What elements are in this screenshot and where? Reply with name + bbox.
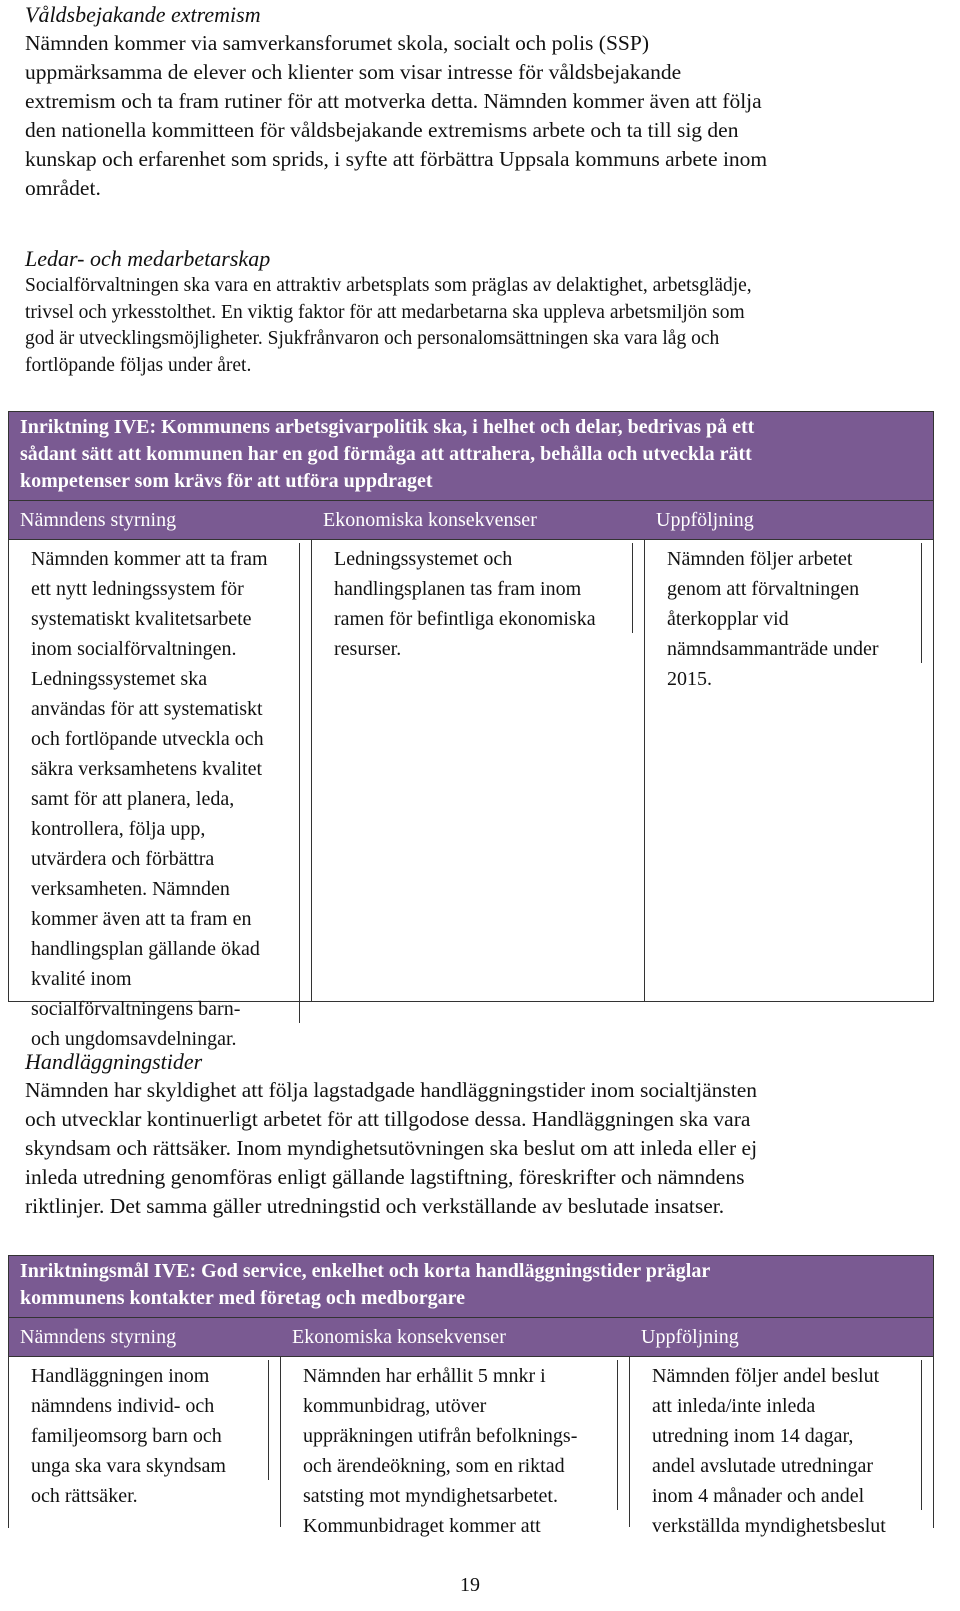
section-extremism: [25, 0, 930, 203]
cell-line: handlingsplanen tas fram inom: [323, 573, 633, 603]
cell-line: och fortlöpande utveckla och: [20, 723, 300, 753]
paragraph-processing-times: [25, 1076, 930, 1221]
title-line: kommunens kontakter med företag och medborgare: [20, 1287, 465, 1309]
cell-line: socialförvaltningens barn-: [20, 993, 300, 1023]
title-line: kompetenser som krävs för att utföra uppdraget: [20, 470, 433, 492]
cell-line: Nämnden har erhållit 5 mnkr i: [292, 1360, 618, 1390]
section-heading-extremism: Våldsbejakande extremism: [25, 2, 261, 27]
table-row: [9, 1357, 933, 1537]
text-line: Nämnden kommer via samverkansforumet skola, socialt och polis (SSP): [25, 31, 649, 55]
cell-line: inom socialförvaltningen.: [20, 633, 300, 663]
title-line: sådant sätt att kommunen har en god förmåga att attrahera, behålla och utveckla rätt: [20, 443, 752, 465]
cell-line: Ledningssystemet och: [323, 543, 633, 573]
cell-governance: [9, 1357, 281, 1527]
text-line: och utvecklar kontinuerligt arbetet för att tillgodose dessa. Handläggningen ska vara: [25, 1107, 751, 1131]
goal-table-service: [8, 1255, 934, 1537]
table-header-row: [9, 1318, 933, 1357]
cell-line: satsting mot myndighetsarbetet.: [292, 1480, 618, 1510]
cell-line: systematiskt kvalitetsarbete: [20, 603, 300, 633]
cell-line: unga ska vara skyndsam: [20, 1450, 269, 1480]
cell-line: verkställda myndighetsbeslut: [652, 1515, 886, 1537]
header-follow-up: Uppföljning: [656, 509, 754, 531]
cell-line: handlingsplan gällande ökad: [20, 933, 300, 963]
cell-line: familjeomsorg barn och: [20, 1420, 269, 1450]
cell-governance: [9, 540, 312, 1050]
text-line: Nämnden har skyldighet att följa lagstadgade handläggningstider inom socialtjänsten: [25, 1078, 758, 1102]
cell-line: kommunbidrag, utöver: [292, 1390, 618, 1420]
section-processing-times: [25, 1047, 930, 1221]
cell-line: utvärdera och förbättra: [20, 843, 300, 873]
cell-line: Nämnden kommer att ta fram: [20, 543, 300, 573]
header-governance: Nämndens styrning: [20, 1326, 177, 1348]
text-line: extremism och ta fram rutiner för att motverka detta. Nämnden kommer även att följa: [25, 89, 762, 113]
cell-line: och rättsäker.: [31, 1485, 138, 1507]
cell-line: 2015.: [667, 668, 712, 690]
cell-line: kommer även att ta fram en: [20, 903, 300, 933]
cell-line: återkopplar vid: [656, 603, 922, 633]
title-line: Inriktning IVE: Kommunens arbetsgivarpolitik ska, i helhet och delar, bedrivas på ett: [20, 416, 755, 438]
header-economic-consequences: Ekonomiska konsekvenser: [323, 509, 537, 531]
text-line: Socialförvaltningen ska vara en attraktiv arbetsplats som präglas av delaktighet, arbetsglädje,: [25, 275, 752, 296]
table-title: [9, 1256, 933, 1318]
paragraph-leadership: [25, 273, 930, 379]
section-heading-processing-times: Handläggningstider: [25, 1049, 203, 1074]
cell-line: genom att förvaltningen: [656, 573, 922, 603]
cell-line: utredning inom 14 dagar,: [641, 1420, 922, 1450]
cell-economic-consequences: [281, 1357, 630, 1537]
text-line: god är utvecklingsmöjligheter. Sjukfrånvaron och personalomsättningen ska vara låg och: [25, 328, 720, 349]
text-line: området.: [25, 176, 101, 200]
cell-line: och ungdomsavdelningar.: [31, 1028, 237, 1050]
cell-line: resurser.: [334, 638, 402, 660]
text-line: inleda utredning genomföras enligt gällande lagstiftning, föreskrifter och nämndens: [25, 1165, 745, 1189]
text-line: den nationella kommitteen för våldsbejakande extremisms arbete och ta till sig den: [25, 118, 739, 142]
section-heading-leadership: Ledar- och medarbetarskap: [25, 246, 271, 271]
text-line: trivsel och yrkesstolthet. En viktig faktor för att medarbetarna ska uppleva arbetsmiljön som: [25, 301, 745, 323]
page-number: 19: [460, 1574, 480, 1596]
cell-line: kontrollera, följa upp,: [20, 813, 300, 843]
cell-line: nämndsammanträde under: [656, 633, 922, 663]
cell-line: säkra verksamhetens kvalitet: [20, 753, 300, 783]
cell-line: Kommunbidraget kommer att: [303, 1515, 541, 1537]
text-line: skyndsam och rättsäker. Inom myndighetsutövningen ska beslut om att inleda eller ej: [25, 1136, 758, 1160]
cell-line: verksamheten. Nämnden: [20, 873, 300, 903]
header-follow-up: Uppföljning: [641, 1326, 739, 1348]
cell-economic-consequences: [312, 540, 645, 1001]
text-line: uppmärksamma de elever och klienter som visar intresse för våldsbejakande: [25, 60, 682, 84]
cell-line: att inleda/inte inleda: [641, 1390, 922, 1420]
cell-line: användas för att systematiskt: [20, 693, 300, 723]
text-line: kunskap och erfarenhet som sprids, i syfte att förbättra Uppsala kommuns arbete inom: [25, 147, 768, 171]
cell-line: samt för att planera, leda,: [20, 783, 300, 813]
cell-follow-up: [630, 1357, 933, 1537]
cell-line: andel avslutade utredningar: [641, 1450, 922, 1480]
title-line: Inriktningsmål IVE: God service, enkelhet och korta handläggningstider präglar: [20, 1260, 711, 1282]
cell-line: ramen för befintliga ekonomiska: [323, 603, 633, 633]
cell-line: nämndens individ- och: [20, 1390, 269, 1420]
goal-table-employer-policy: [8, 411, 934, 1050]
text-line: fortlöpande följas under året.: [25, 354, 252, 376]
cell-line: Nämnden följer arbetet: [656, 543, 922, 573]
cell-line: kvalité inom: [20, 963, 300, 993]
table-header-row: [9, 501, 933, 540]
cell-line: Ledningssystemet ska: [20, 663, 300, 693]
cell-line: och ärendeökning, som en riktad: [292, 1450, 618, 1480]
paragraph-extremism: [25, 29, 930, 203]
text-line: riktlinjer. Det samma gäller utredningstid och verkställande av beslutade insatser.: [25, 1194, 725, 1218]
header-economic-consequences: Ekonomiska konsekvenser: [292, 1326, 506, 1348]
cell-line: ett nytt ledningssystem för: [20, 573, 300, 603]
table-title: [9, 412, 933, 501]
table-row: [9, 540, 933, 1050]
cell-line: inom 4 månader och andel: [641, 1480, 922, 1510]
cell-line: Handläggningen inom: [20, 1360, 269, 1390]
cell-line: Nämnden följer andel beslut: [641, 1360, 922, 1390]
section-leadership: [25, 244, 930, 379]
cell-line: uppräkningen utifrån befolknings-: [292, 1420, 618, 1450]
cell-follow-up: [645, 540, 933, 1001]
header-governance: Nämndens styrning: [20, 509, 177, 531]
